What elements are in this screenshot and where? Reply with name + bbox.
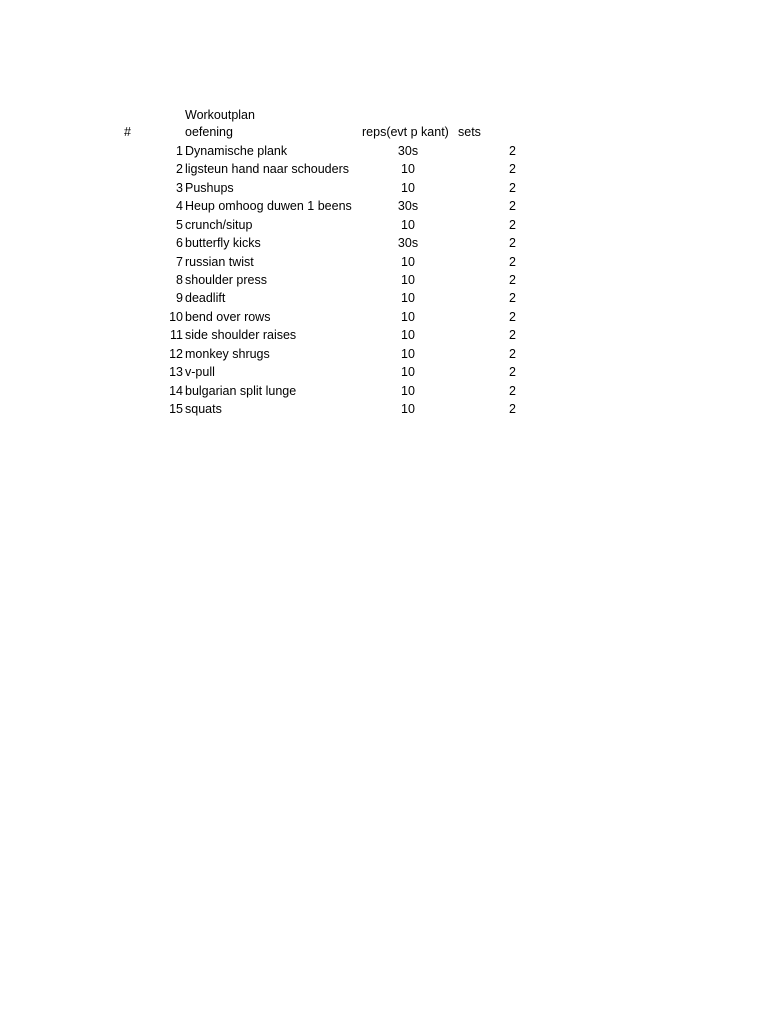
row-reps: 10 [401,162,415,176]
row-number: 2 [176,162,183,176]
row-reps: 10 [401,365,415,379]
row-sets: 2 [509,328,516,342]
row-number: 7 [176,255,183,269]
exercise-name: deadlift [185,291,226,305]
exercise-name: russian twist [185,255,254,269]
exercise-name: side shoulder raises [185,328,297,342]
row-sets: 2 [509,273,516,287]
row-sets: 2 [509,181,516,195]
row-sets: 2 [509,365,516,379]
row-reps: 10 [401,273,415,287]
row-number: 11 [170,328,183,342]
exercise-name: shoulder press [185,273,267,287]
row-number: 8 [176,273,183,287]
exercise-name: Pushups [185,181,234,195]
exercise-name: Dynamische plank [185,144,288,158]
row-sets: 2 [509,255,516,269]
row-number: 10 [169,310,183,324]
exercise-name: monkey shrugs [185,347,270,361]
table-row [0,180,768,198]
row-sets: 2 [509,402,516,416]
table-row [0,309,768,327]
row-number: 9 [176,291,183,305]
header-sets: sets [458,125,481,139]
row-sets: 2 [509,347,516,361]
row-number: 15 [169,402,183,416]
exercise-name: Heup omhoog duwen 1 beens [185,199,352,213]
row-number: 4 [176,199,183,213]
header-number: # [124,125,131,139]
table-row [0,327,768,345]
exercise-name: butterfly kicks [185,236,261,250]
table-row [0,198,768,216]
table-row [0,235,768,253]
row-reps: 10 [401,255,415,269]
table-row [0,217,768,235]
row-reps: 10 [401,218,415,232]
table-row [0,346,768,364]
table-row [0,161,768,179]
sheet-title: Workoutplan [185,108,255,122]
table-row [0,383,768,401]
row-reps: 10 [401,181,415,195]
table-row [0,143,768,161]
header-exercise: oefening [185,125,233,139]
table-row [0,254,768,272]
row-number: 3 [176,181,183,195]
row-sets: 2 [509,199,516,213]
exercise-name: bulgarian split lunge [185,384,297,398]
exercise-name: v-pull [185,365,215,379]
row-reps: 30s [397,144,419,158]
row-reps: 10 [401,347,415,361]
exercise-name: crunch/situp [185,218,253,232]
row-reps: 30s [397,236,419,250]
row-reps: 10 [401,384,415,398]
row-sets: 2 [509,236,516,250]
table-row [0,290,768,308]
row-reps: 10 [401,291,415,305]
table-row [0,364,768,382]
row-sets: 2 [509,291,516,305]
row-number: 5 [176,218,183,232]
exercise-name: bend over rows [185,310,271,324]
row-sets: 2 [509,310,516,324]
row-sets: 2 [509,162,516,176]
exercise-name: ligsteun hand naar schouders [185,162,350,176]
row-number: 12 [169,347,183,361]
row-sets: 2 [509,218,516,232]
row-reps: 10 [401,402,415,416]
table-row [0,272,768,290]
row-number: 6 [176,236,183,250]
row-reps: 10 [401,328,415,342]
header-reps: reps(evt p kant) [362,125,449,139]
row-sets: 2 [509,384,516,398]
exercise-name: squats [185,402,222,416]
table-row [0,401,768,419]
row-number: 1 [176,144,183,158]
row-reps: 30s [397,199,419,213]
row-number: 14 [169,384,183,398]
row-sets: 2 [509,144,516,158]
row-reps: 10 [401,310,415,324]
row-number: 13 [169,365,183,379]
